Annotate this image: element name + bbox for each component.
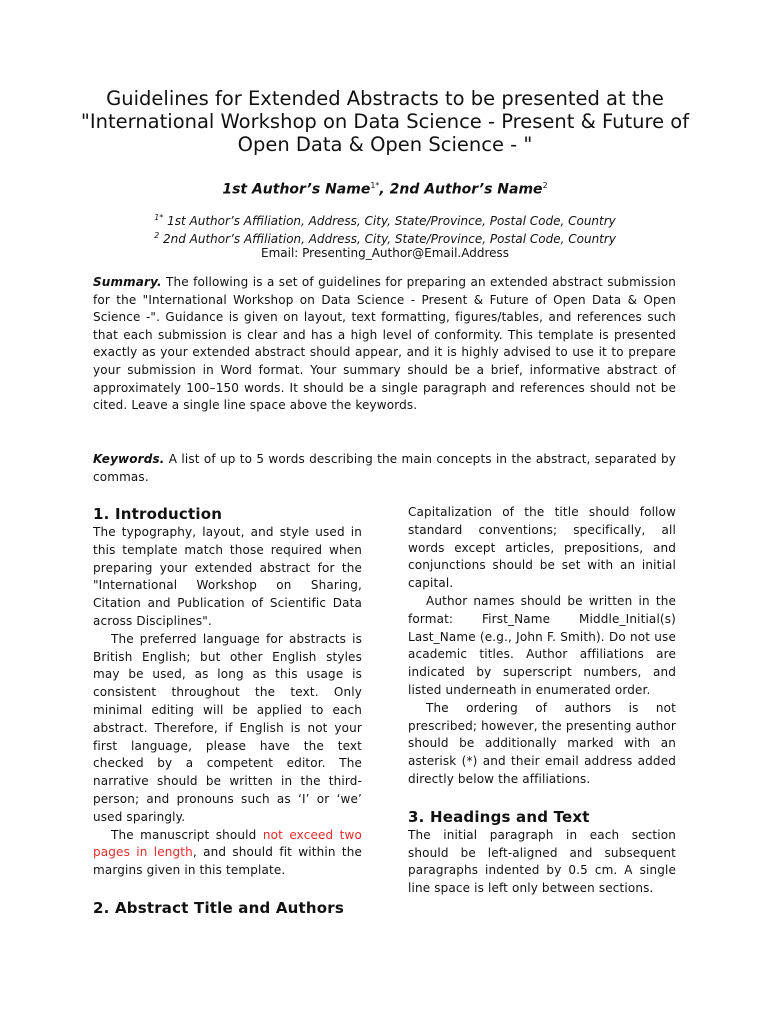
author-1-name: 1st Author’s Name bbox=[222, 181, 371, 198]
section-2-heading: 2. Abstract Title and Authors bbox=[93, 898, 345, 917]
section-2-paragraph-1: Capitalization of the title should follow standard conventions; specifically, all words except articles, prepositions, and conjunctions should be set with an initial capital. bbox=[408, 505, 676, 591]
affiliation-2-superscript: 2 bbox=[154, 230, 160, 240]
author-2-name: 2nd Author’s Name bbox=[389, 181, 543, 198]
section-1-paragraph-2: The preferred language for abstracts is British English; but other English styles may be used, as long as this usage is consistent throughout the text. Only minimal editing will be applied to each abstract. Therefore, if English is not your first language, please have the text checked by a competent editor. The narrative should be written in the third-person; and pronouns such as ‘I’ or ‘we’ used sparingly. bbox=[93, 631, 362, 824]
section-1-heading: 1. Introduction bbox=[93, 505, 223, 523]
section-1-paragraph-3 bbox=[93, 827, 362, 880]
affiliations-block bbox=[80, 211, 690, 261]
section-3-heading: 3. Headings and Text bbox=[408, 807, 590, 826]
author-1-superscript: 1* bbox=[370, 181, 380, 190]
section-1-paragraph-1: The typography, layout, and style used in this template match those required when preparing your extended abstract for the "International Workshop on Sharing, Citation and Publication of Scientific Data across Disciplines". bbox=[93, 525, 362, 628]
author-line bbox=[80, 177, 690, 199]
affiliation-1-superscript: 1* bbox=[154, 213, 164, 222]
section-2-paragraph-3: The ordering of authors is not prescribed; however, the presenting author should be additionally marked with an asterisk (*) and their email address added directly below the affiliations. bbox=[408, 700, 676, 786]
left-column bbox=[93, 504, 362, 918]
page-limit-highlight: not exceed two pages in length bbox=[93, 827, 362, 860]
affiliation-1 bbox=[80, 211, 690, 229]
affiliation-2 bbox=[80, 229, 690, 247]
affiliation-2-text: 2nd Author’s Affiliation, Address, City, State/Province, Postal Code, Country bbox=[159, 231, 616, 246]
section-1-paragraph-3-start: The manuscript should bbox=[111, 827, 263, 842]
document-title: Guidelines for Extended Abstracts to be presented at the "International Workshop on Data Science - Present & Future of Open Data & Open Science - " bbox=[80, 87, 690, 156]
author-2-superscript: 2 bbox=[542, 181, 548, 190]
section-1-paragraph-3-end: , and should fit within the margins given in this template. bbox=[93, 845, 362, 878]
keywords-label: Keywords. bbox=[93, 452, 165, 466]
affiliation-1-text: 1st Author’s Affiliation, Address, City, State/Province, Postal Code, Country bbox=[163, 214, 616, 228]
summary-paragraph bbox=[93, 274, 676, 415]
summary-label: Summary. bbox=[93, 275, 162, 289]
keywords-text: A list of up to 5 words describing the main concepts in the abstract, separated by commas. bbox=[93, 452, 676, 484]
summary-text: The following is a set of guidelines for preparing an extended abstract submission for the "International Workshop on Data Science - Present & Future of Open Data & Open Science -". Guidance is given on layout, text formatting, figures/tables, and references such that each submission is clear and has a high level of conformity. This template is presented exactly as your extended abstract should appear, and it is highly advised to use it to prepare your submission in Word format. Your summary should be a brief, informative abstract of approximately 100–150 words. It should be a single paragraph and references should not be cited. Leave a single line space above the keywords. bbox=[93, 275, 676, 413]
section-2-paragraph-2: Author names should be written in the format: First_Name Middle_Initial(s) Last_Name (e.g., John F. Smith). Do not use academic titles. Author affiliations are indicated by superscript numbers, and listed underneath in enumerated order. bbox=[408, 593, 676, 697]
presenting-author-email: Email: Presenting_Author@Email.Address bbox=[260, 246, 510, 260]
author-separator: , bbox=[379, 181, 390, 198]
section-3-paragraph-1: The initial paragraph in each section should be left-aligned and subsequent paragraphs indented by 0.5 cm. A single line space is left only between sections. bbox=[408, 827, 676, 896]
right-column bbox=[408, 504, 676, 898]
keywords-paragraph bbox=[93, 451, 676, 486]
